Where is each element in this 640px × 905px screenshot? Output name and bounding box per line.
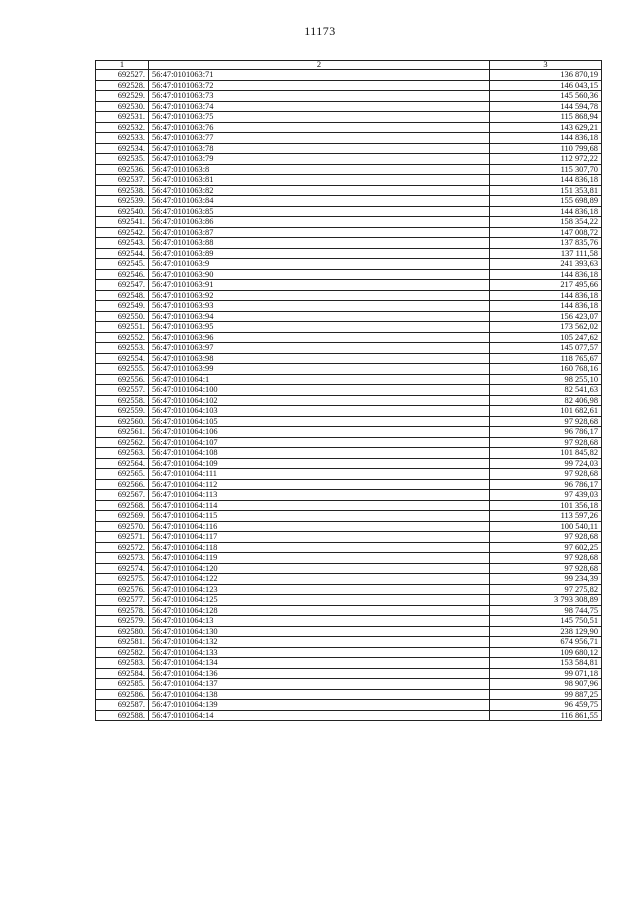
cadastral-value: 173 562,02 bbox=[490, 322, 602, 333]
table-row bbox=[96, 658, 602, 669]
table-row bbox=[96, 689, 602, 700]
table-row bbox=[96, 248, 602, 259]
cadastral-value: 217 495,66 bbox=[490, 280, 602, 291]
table-row bbox=[96, 175, 602, 186]
cadastral-value: 110 799,68 bbox=[490, 143, 602, 154]
cadastral-number: 56:47:0101063:89 bbox=[149, 248, 490, 259]
cadastral-value: 3 793 308,89 bbox=[490, 595, 602, 606]
table-row bbox=[96, 626, 602, 637]
cadastral-value: 158 354,22 bbox=[490, 217, 602, 228]
row-number: 692585. bbox=[96, 679, 149, 690]
cadastral-number: 56:47:0101064:106 bbox=[149, 427, 490, 438]
row-number: 692573. bbox=[96, 553, 149, 564]
row-number: 692551. bbox=[96, 322, 149, 333]
row-number: 692532. bbox=[96, 122, 149, 133]
table-row bbox=[96, 70, 602, 81]
row-number: 692534. bbox=[96, 143, 149, 154]
table-row bbox=[96, 154, 602, 165]
cadastral-value: 115 868,94 bbox=[490, 112, 602, 123]
row-number: 692579. bbox=[96, 616, 149, 627]
row-number: 692563. bbox=[96, 448, 149, 459]
table-row bbox=[96, 700, 602, 711]
cadastral-number: 56:47:0101063:72 bbox=[149, 80, 490, 91]
table-row bbox=[96, 259, 602, 270]
cadastral-value: 109 680,12 bbox=[490, 647, 602, 658]
cadastral-number: 56:47:0101063:94 bbox=[149, 311, 490, 322]
table-row bbox=[96, 563, 602, 574]
cadastral-value: 97 928,68 bbox=[490, 563, 602, 574]
row-number: 692538. bbox=[96, 185, 149, 196]
row-number: 692555. bbox=[96, 364, 149, 375]
table-row bbox=[96, 584, 602, 595]
cadastral-number: 56:47:0101063:75 bbox=[149, 112, 490, 123]
row-number: 692543. bbox=[96, 238, 149, 249]
cadastral-number: 56:47:0101063:98 bbox=[149, 353, 490, 364]
table-row bbox=[96, 479, 602, 490]
table-row bbox=[96, 511, 602, 522]
cadastral-value: 101 845,82 bbox=[490, 448, 602, 459]
table-row bbox=[96, 364, 602, 375]
table-row bbox=[96, 301, 602, 312]
cadastral-value: 156 423,07 bbox=[490, 311, 602, 322]
cadastral-number: 56:47:0101064:118 bbox=[149, 542, 490, 553]
cadastral-number: 56:47:0101064:113 bbox=[149, 490, 490, 501]
cadastral-number: 56:47:0101063:92 bbox=[149, 290, 490, 301]
cadastral-value: 105 247,62 bbox=[490, 332, 602, 343]
row-number: 692550. bbox=[96, 311, 149, 322]
cadastral-number: 56:47:0101064:114 bbox=[149, 500, 490, 511]
row-number: 692570. bbox=[96, 521, 149, 532]
cadastral-value: 145 560,36 bbox=[490, 91, 602, 102]
cadastral-number: 56:47:0101063:87 bbox=[149, 227, 490, 238]
cadastral-number: 56:47:0101064:14 bbox=[149, 710, 490, 721]
column-header-3: 3 bbox=[490, 61, 602, 70]
table-row bbox=[96, 647, 602, 658]
cadastral-number: 56:47:0101064:111 bbox=[149, 469, 490, 480]
cadastral-value: 82 406,98 bbox=[490, 395, 602, 406]
cadastral-value: 153 584,81 bbox=[490, 658, 602, 669]
row-number: 692583. bbox=[96, 658, 149, 669]
cadastral-value: 137 111,58 bbox=[490, 248, 602, 259]
cadastral-number: 56:47:0101064:120 bbox=[149, 563, 490, 574]
cadastral-value: 99 071,18 bbox=[490, 668, 602, 679]
table-row bbox=[96, 332, 602, 343]
cadastral-value: 238 129,90 bbox=[490, 626, 602, 637]
cadastral-number: 56:47:0101063:73 bbox=[149, 91, 490, 102]
row-number: 692565. bbox=[96, 469, 149, 480]
row-number: 692580. bbox=[96, 626, 149, 637]
row-number: 692562. bbox=[96, 437, 149, 448]
cadastral-number: 56:47:0101063:91 bbox=[149, 280, 490, 291]
cadastral-value: 144 836,18 bbox=[490, 133, 602, 144]
cadastral-value: 144 836,18 bbox=[490, 269, 602, 280]
table-row bbox=[96, 490, 602, 501]
cadastral-number: 56:47:0101064:122 bbox=[149, 574, 490, 585]
row-number: 692548. bbox=[96, 290, 149, 301]
cadastral-number: 56:47:0101064:112 bbox=[149, 479, 490, 490]
cadastral-number: 56:47:0101063:86 bbox=[149, 217, 490, 228]
table-row bbox=[96, 416, 602, 427]
row-number: 692553. bbox=[96, 343, 149, 354]
cadastral-number: 56:47:0101063:88 bbox=[149, 238, 490, 249]
table-row bbox=[96, 101, 602, 112]
row-number: 692566. bbox=[96, 479, 149, 490]
cadastral-number: 56:47:0101064:102 bbox=[149, 395, 490, 406]
table-row bbox=[96, 185, 602, 196]
row-number: 692531. bbox=[96, 112, 149, 123]
header-row bbox=[96, 61, 602, 70]
row-number: 692569. bbox=[96, 511, 149, 522]
cadastral-number: 56:47:0101063:93 bbox=[149, 301, 490, 312]
cadastral-number: 56:47:0101064:134 bbox=[149, 658, 490, 669]
cadastral-number: 56:47:0101064:1 bbox=[149, 374, 490, 385]
cadastral-number: 56:47:0101064:123 bbox=[149, 584, 490, 595]
cadastral-number: 56:47:0101064:108 bbox=[149, 448, 490, 459]
row-number: 692567. bbox=[96, 490, 149, 501]
table-row bbox=[96, 122, 602, 133]
row-number: 692576. bbox=[96, 584, 149, 595]
cadastral-number: 56:47:0101064:117 bbox=[149, 532, 490, 543]
table-row bbox=[96, 448, 602, 459]
page-number: 11173 bbox=[304, 24, 336, 38]
cadastral-number: 56:47:0101063:81 bbox=[149, 175, 490, 186]
row-number: 692552. bbox=[96, 332, 149, 343]
row-number: 692529. bbox=[96, 91, 149, 102]
cadastral-value: 97 928,68 bbox=[490, 437, 602, 448]
table-row bbox=[96, 574, 602, 585]
cadastral-value: 96 786,17 bbox=[490, 479, 602, 490]
cadastral-number: 56:47:0101064:128 bbox=[149, 605, 490, 616]
table-row bbox=[96, 343, 602, 354]
cadastral-number: 56:47:0101063:74 bbox=[149, 101, 490, 112]
table-row bbox=[96, 91, 602, 102]
row-number: 692587. bbox=[96, 700, 149, 711]
cadastral-value: 99 887,25 bbox=[490, 689, 602, 700]
cadastral-number: 56:47:0101064:137 bbox=[149, 679, 490, 690]
cadastral-number: 56:47:0101064:103 bbox=[149, 406, 490, 417]
table-row bbox=[96, 395, 602, 406]
cadastral-number: 56:47:0101064:139 bbox=[149, 700, 490, 711]
cadastral-value: 99 724,03 bbox=[490, 458, 602, 469]
table-row bbox=[96, 605, 602, 616]
row-number: 692557. bbox=[96, 385, 149, 396]
cadastral-value: 96 459,75 bbox=[490, 700, 602, 711]
cadastral-value: 97 928,68 bbox=[490, 532, 602, 543]
cadastral-value: 160 768,16 bbox=[490, 364, 602, 375]
cadastral-value: 144 836,18 bbox=[490, 175, 602, 186]
row-number: 692561. bbox=[96, 427, 149, 438]
table-row bbox=[96, 385, 602, 396]
cadastral-number: 56:47:0101063:77 bbox=[149, 133, 490, 144]
table-row bbox=[96, 290, 602, 301]
cadastral-value: 145 077,57 bbox=[490, 343, 602, 354]
row-number: 692554. bbox=[96, 353, 149, 364]
cadastral-value: 98 744,75 bbox=[490, 605, 602, 616]
table-row bbox=[96, 427, 602, 438]
table-row bbox=[96, 406, 602, 417]
row-number: 692581. bbox=[96, 637, 149, 648]
row-number: 692574. bbox=[96, 563, 149, 574]
table-row bbox=[96, 143, 602, 154]
column-header-1: 1 bbox=[96, 61, 149, 70]
cadastral-value: 115 307,70 bbox=[490, 164, 602, 175]
row-number: 692571. bbox=[96, 532, 149, 543]
table-row bbox=[96, 542, 602, 553]
table-row bbox=[96, 458, 602, 469]
table-row bbox=[96, 269, 602, 280]
row-number: 692549. bbox=[96, 301, 149, 312]
cadastral-number: 56:47:0101064:132 bbox=[149, 637, 490, 648]
row-number: 692542. bbox=[96, 227, 149, 238]
cadastral-table bbox=[95, 60, 602, 721]
table-row bbox=[96, 374, 602, 385]
cadastral-number: 56:47:0101063:99 bbox=[149, 364, 490, 375]
cadastral-value: 97 928,68 bbox=[490, 469, 602, 480]
cadastral-number: 56:47:0101063:9 bbox=[149, 259, 490, 270]
row-number: 692575. bbox=[96, 574, 149, 585]
table-row bbox=[96, 532, 602, 543]
row-number: 692528. bbox=[96, 80, 149, 91]
row-number: 692539. bbox=[96, 196, 149, 207]
cadastral-value: 96 786,17 bbox=[490, 427, 602, 438]
row-number: 692547. bbox=[96, 280, 149, 291]
row-number: 692572. bbox=[96, 542, 149, 553]
row-number: 692556. bbox=[96, 374, 149, 385]
table-row bbox=[96, 227, 602, 238]
cadastral-number: 56:47:0101064:116 bbox=[149, 521, 490, 532]
row-number: 692582. bbox=[96, 647, 149, 658]
table-row bbox=[96, 133, 602, 144]
cadastral-number: 56:47:0101063:76 bbox=[149, 122, 490, 133]
cadastral-value: 97 928,68 bbox=[490, 553, 602, 564]
table-row bbox=[96, 521, 602, 532]
cadastral-number: 56:47:0101064:136 bbox=[149, 668, 490, 679]
cadastral-number: 56:47:0101063:79 bbox=[149, 154, 490, 165]
cadastral-number: 56:47:0101063:84 bbox=[149, 196, 490, 207]
cadastral-value: 151 353,81 bbox=[490, 185, 602, 196]
table-row bbox=[96, 710, 602, 721]
row-number: 692545. bbox=[96, 259, 149, 270]
row-number: 692544. bbox=[96, 248, 149, 259]
cadastral-value: 147 008,72 bbox=[490, 227, 602, 238]
cadastral-value: 118 765,67 bbox=[490, 353, 602, 364]
cadastral-number: 56:47:0101064:138 bbox=[149, 689, 490, 700]
cadastral-number: 56:47:0101063:96 bbox=[149, 332, 490, 343]
table-row bbox=[96, 112, 602, 123]
cadastral-number: 56:47:0101064:100 bbox=[149, 385, 490, 396]
cadastral-number: 56:47:0101063:97 bbox=[149, 343, 490, 354]
table-row bbox=[96, 217, 602, 228]
row-number: 692568. bbox=[96, 500, 149, 511]
cadastral-value: 144 836,18 bbox=[490, 206, 602, 217]
cadastral-number: 56:47:0101064:13 bbox=[149, 616, 490, 627]
cadastral-number: 56:47:0101064:107 bbox=[149, 437, 490, 448]
table-row bbox=[96, 280, 602, 291]
row-number: 692577. bbox=[96, 595, 149, 606]
row-number: 692533. bbox=[96, 133, 149, 144]
cadastral-value: 99 234,39 bbox=[490, 574, 602, 585]
cadastral-number: 56:47:0101063:95 bbox=[149, 322, 490, 333]
cadastral-number: 56:47:0101063:90 bbox=[149, 269, 490, 280]
cadastral-value: 144 836,18 bbox=[490, 301, 602, 312]
cadastral-number: 56:47:0101064:109 bbox=[149, 458, 490, 469]
cadastral-number: 56:47:0101063:71 bbox=[149, 70, 490, 81]
cadastral-number: 56:47:0101063:82 bbox=[149, 185, 490, 196]
table-row bbox=[96, 553, 602, 564]
cadastral-value: 112 972,22 bbox=[490, 154, 602, 165]
cadastral-value: 137 835,76 bbox=[490, 238, 602, 249]
cadastral-value: 97 275,82 bbox=[490, 584, 602, 595]
table-row bbox=[96, 637, 602, 648]
cadastral-value: 144 594,78 bbox=[490, 101, 602, 112]
table-row bbox=[96, 322, 602, 333]
cadastral-value: 146 043,15 bbox=[490, 80, 602, 91]
column-header-2: 2 bbox=[149, 61, 490, 70]
cadastral-value: 97 602,25 bbox=[490, 542, 602, 553]
row-number: 692578. bbox=[96, 605, 149, 616]
cadastral-value: 241 393,63 bbox=[490, 259, 602, 270]
table-row bbox=[96, 500, 602, 511]
row-number: 692586. bbox=[96, 689, 149, 700]
row-number: 692537. bbox=[96, 175, 149, 186]
cadastral-value: 145 750,51 bbox=[490, 616, 602, 627]
table-row bbox=[96, 353, 602, 364]
cadastral-number: 56:47:0101063:85 bbox=[149, 206, 490, 217]
cadastral-number: 56:47:0101064:125 bbox=[149, 595, 490, 606]
row-number: 692558. bbox=[96, 395, 149, 406]
row-number: 692541. bbox=[96, 217, 149, 228]
row-number: 692536. bbox=[96, 164, 149, 175]
cadastral-number: 56:47:0101063:8 bbox=[149, 164, 490, 175]
cadastral-value: 101 682,61 bbox=[490, 406, 602, 417]
cadastral-number: 56:47:0101064:119 bbox=[149, 553, 490, 564]
row-number: 692530. bbox=[96, 101, 149, 112]
cadastral-value: 98 907,96 bbox=[490, 679, 602, 690]
cadastral-value: 144 836,18 bbox=[490, 290, 602, 301]
cadastral-number: 56:47:0101064:133 bbox=[149, 647, 490, 658]
row-number: 692535. bbox=[96, 154, 149, 165]
row-number: 692546. bbox=[96, 269, 149, 280]
cadastral-value: 101 356,18 bbox=[490, 500, 602, 511]
row-number: 692588. bbox=[96, 710, 149, 721]
cadastral-value: 674 956,71 bbox=[490, 637, 602, 648]
cadastral-value: 155 698,89 bbox=[490, 196, 602, 207]
cadastral-value: 143 629,21 bbox=[490, 122, 602, 133]
table-row bbox=[96, 311, 602, 322]
table-row bbox=[96, 238, 602, 249]
table-row bbox=[96, 679, 602, 690]
cadastral-value: 97 928,68 bbox=[490, 416, 602, 427]
row-number: 692584. bbox=[96, 668, 149, 679]
table-row bbox=[96, 80, 602, 91]
cadastral-value: 97 439,03 bbox=[490, 490, 602, 501]
table-row bbox=[96, 668, 602, 679]
cadastral-value: 82 541,63 bbox=[490, 385, 602, 396]
cadastral-value: 113 597,26 bbox=[490, 511, 602, 522]
table-row bbox=[96, 164, 602, 175]
cadastral-number: 56:47:0101064:130 bbox=[149, 626, 490, 637]
row-number: 692560. bbox=[96, 416, 149, 427]
row-number: 692559. bbox=[96, 406, 149, 417]
cadastral-number: 56:47:0101064:105 bbox=[149, 416, 490, 427]
cadastral-number: 56:47:0101063:78 bbox=[149, 143, 490, 154]
row-number: 692564. bbox=[96, 458, 149, 469]
table-row bbox=[96, 595, 602, 606]
cadastral-value: 100 540,11 bbox=[490, 521, 602, 532]
row-number: 692540. bbox=[96, 206, 149, 217]
table-row bbox=[96, 206, 602, 217]
table-row bbox=[96, 469, 602, 480]
cadastral-value: 98 255,10 bbox=[490, 374, 602, 385]
cadastral-value: 116 861,55 bbox=[490, 710, 602, 721]
cadastral-number: 56:47:0101064:115 bbox=[149, 511, 490, 522]
table-row bbox=[96, 616, 602, 627]
table-row bbox=[96, 196, 602, 207]
row-number: 692527. bbox=[96, 70, 149, 81]
cadastral-value: 136 870,19 bbox=[490, 70, 602, 81]
table-row bbox=[96, 437, 602, 448]
